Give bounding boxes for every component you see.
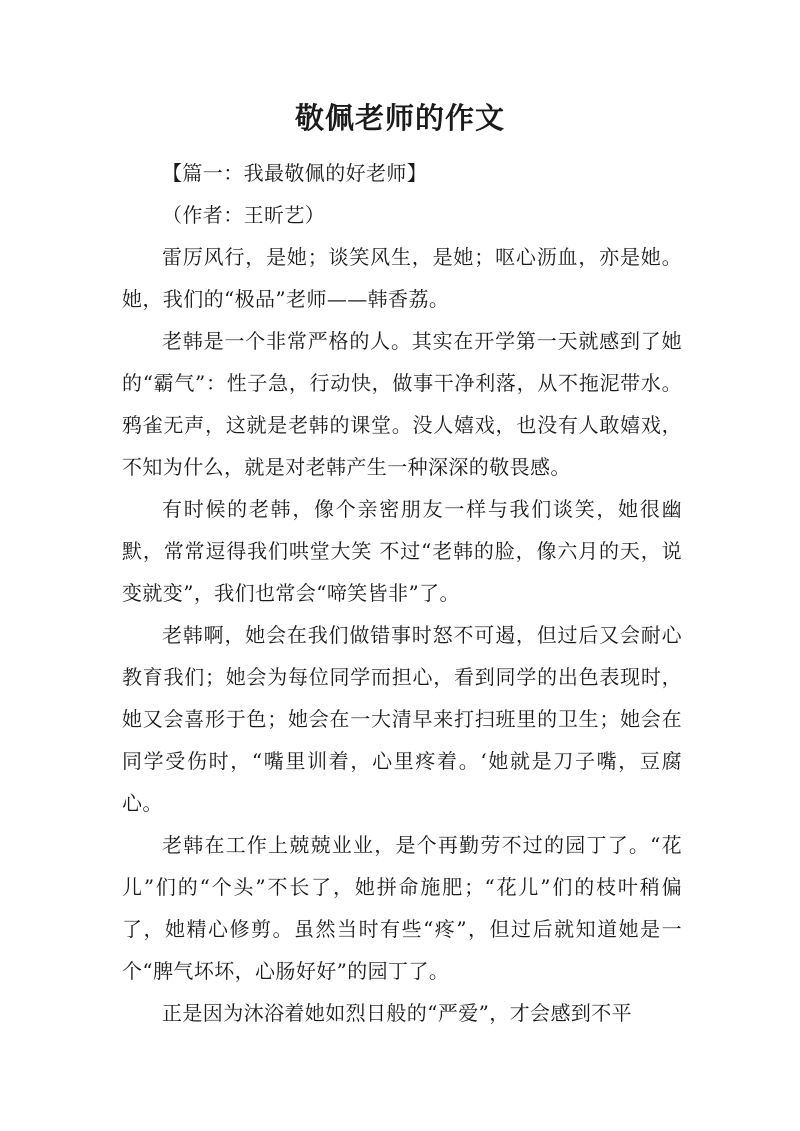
- paragraph-5: 老韩在工作上兢兢业业，是个再勤劳不过的园丁了。“花儿”们的“个头”不长了，她拼命施肥；“花儿”们的枝叶稍偏了，她精心修剪。虽然当时有些“疼”，但过后就知道她是一个“脾气坏坏，心肠好好”的园丁了。: [122, 833, 682, 983]
- paragraph-2: 老韩是一个非常严格的人。其实在开学第一天就感到了她的“霸气”：性子急，行动快，做事干净利落，从不拖泥带水。鸦雀无声，这就是老韩的课堂。没人嬉戏，也没有人敢嬉戏，不知为什么，就是对老韩产生一种深深的敬畏感。: [122, 329, 682, 479]
- paragraph-6: 正是因为沐浴着她如烈日般的“严爱”，才会感到不平: [162, 1001, 633, 1025]
- paragraph-1: 雷厉风行，是她；谈笑风生，是她；呕心沥血，亦是她。她，我们的“极品”老师——韩香荔。: [122, 245, 682, 311]
- paragraph-4: 老韩啊，她会在我们做错事时怒不可遏，但过后又会耐心教育我们；她会为每位同学而担心，看到同学的出色表现时，她又会喜形于色；她会在一大清早来打扫班里的卫生；她会在同学受伤时，“嘴里训着，心里疼着。‘她就是刀子嘴，豆腐心。: [122, 623, 682, 815]
- section-heading: 【篇一：我最敬佩的好老师】: [162, 161, 428, 185]
- author-line: （作者：王昕艺）: [162, 203, 326, 227]
- document-title: 敬佩老师的作文: [294, 101, 505, 135]
- document-body: [122, 152, 682, 1034]
- paragraph-3: 有时候的老韩，像个亲密朋友一样与我们谈笑，她很幽默，常常逗得我们哄堂大笑 不过“老韩的脸，像六月的天，说变就变”，我们也常会“啼笑皆非”了。: [122, 497, 682, 605]
